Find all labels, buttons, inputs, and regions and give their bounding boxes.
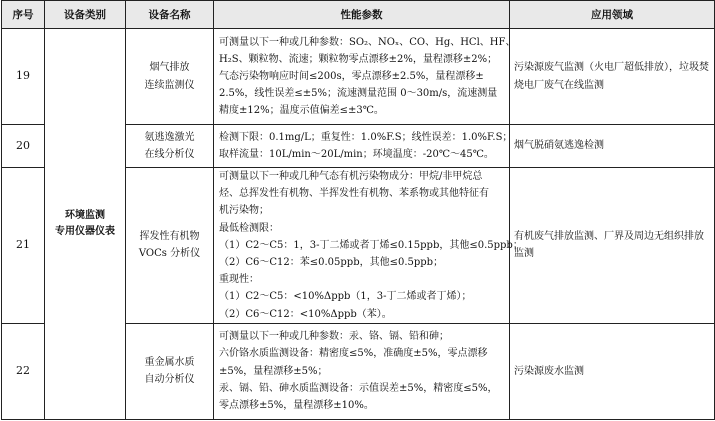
- performance-params: [214, 168, 523, 324]
- device-name-line: 挥发性有机物: [139, 231, 200, 243]
- device-name-line: 自动分析仪: [144, 374, 195, 386]
- perf-line: 重现性：: [219, 274, 259, 286]
- equipment-table: [1, 0, 715, 420]
- header-application: 应用领域: [510, 1, 715, 29]
- row-seq: 20: [2, 125, 45, 168]
- row-seq: 21: [2, 168, 45, 324]
- category-line: 专用仪器仪表: [55, 225, 115, 237]
- perf-line: 检测下限：0.1mg/L；重复性：1.0%F.S；线性误差：1.0%F.S；: [219, 131, 513, 143]
- perf-line: 六价铬水质监测设备：精密度≤5%，准确度±5%，零点漂移: [219, 348, 488, 360]
- application-field: [510, 29, 715, 125]
- performance-params: [214, 125, 513, 168]
- perf-line: ±5%，量程漂移±5%；: [219, 365, 328, 377]
- device-name: [126, 125, 214, 168]
- header-seq: 序号: [2, 1, 45, 29]
- table-row: [2, 29, 715, 125]
- perf-line: 2.5%，线性误差≤±5%；流速测量范围 0～30m/s，流速测量: [219, 88, 498, 100]
- device-name-line: 在线分析仪: [144, 149, 195, 160]
- device-name-line: VOCs 分析仪: [138, 248, 201, 260]
- category-line: 环境监测: [65, 209, 105, 221]
- application-text: 有机废气排放监测、厂界及周边无组织排放监测: [514, 231, 704, 260]
- perf-line: 可测量以下一种或几种参数：汞、铬、镉、铅和砷；: [219, 331, 449, 343]
- application-field: [510, 323, 715, 419]
- application-text: 污染源废水监测: [514, 365, 584, 377]
- perf-line: （1）C2～C5：<10%Δppb（1，3-丁二烯或者丁烯）；: [219, 291, 472, 303]
- perf-line: H₂S、颗粒物、流速；颗粒物零点漂移±2%，量程漂移±2%；: [219, 53, 498, 65]
- table-header-row: [2, 1, 715, 29]
- performance-params: [214, 29, 516, 125]
- device-name: [126, 323, 214, 419]
- row-seq: 19: [2, 29, 45, 125]
- perf-line: 可测量以下一种或几种气态有机污染物成分：甲烷/非甲烷总: [219, 171, 483, 182]
- perf-line: （2）C6～C12：<10%Δppb（苯）。: [219, 308, 392, 320]
- perf-line: 精度±12%；温度示值偏差≤±3℃。: [219, 105, 384, 117]
- perf-line: 机污染物；: [219, 205, 269, 217]
- category-cell: [45, 29, 126, 420]
- application-text: 烟气脱硝氨逃逸检测: [514, 140, 604, 152]
- device-name-line: 烟气排放: [149, 62, 190, 74]
- header-name: 设备名称: [126, 1, 214, 29]
- header-category: 设备类别: [45, 1, 126, 29]
- perf-line: （1）C2～C5：1，3-丁二烯或者丁烯≤0.15ppb，其他≤0.5ppb；: [219, 239, 523, 251]
- perf-line: 零点漂移±5%，量程漂移±10%。: [219, 399, 374, 411]
- header-performance: 性能参数: [214, 1, 510, 29]
- performance-params: [214, 323, 510, 419]
- application-field: [510, 125, 715, 168]
- device-name: [126, 29, 214, 125]
- device-name-line: 重金属水质: [144, 357, 195, 368]
- application-field: [510, 168, 715, 324]
- application-text: 污染源废气监测（火电厂超低排放），垃圾焚烧电厂废气在线监测: [514, 62, 709, 91]
- row-seq: 22: [2, 323, 45, 419]
- perf-line: 可测量以下一种或几种参数：SO₂、NOₓ、CO、Hg、HCl、HF、: [219, 36, 516, 48]
- device-name: [126, 168, 214, 324]
- device-name-line: 连续监测仪: [144, 79, 195, 91]
- perf-line: 取样流量：10L/min～20L/min；环境温度：-20℃～45℃。: [219, 149, 494, 160]
- perf-line: 汞、镉、铅、砷水质监测设备：示值误差±5%，精密度≤5%，: [219, 382, 498, 394]
- perf-line: 烃、总挥发性有机物、半挥发性有机物、苯系物或其他特征有: [219, 188, 489, 200]
- perf-line: 气态污染物响应时间≤200s，零点漂移±2.5%，量程漂移±: [219, 70, 484, 82]
- perf-line: 最低检测限：: [219, 222, 279, 234]
- perf-line: （2）C6～C12：苯≤0.05ppb，其他≤0.5ppb；: [219, 256, 444, 268]
- device-name-line: 氨逃逸激光: [144, 131, 195, 143]
